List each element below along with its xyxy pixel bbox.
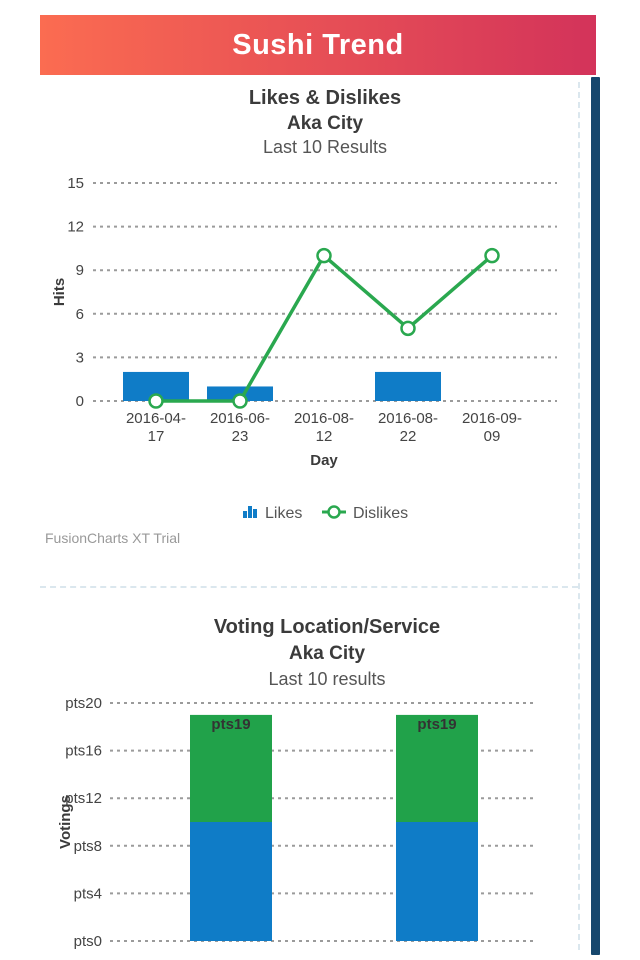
likes-legend-icon [243,511,247,518]
likes-dislikes-chart[interactable] [40,80,590,560]
y-tick-label: 9 [75,262,84,280]
legend-dislikes[interactable] [322,505,408,522]
chart-subtitle: Aka City [286,113,364,134]
stacked-bar-segment[interactable] [396,822,478,941]
x-tick-label: 09 [483,428,501,445]
dislikes-line[interactable] [156,256,492,401]
y-tick-label: pts4 [73,885,102,903]
y-tick-label: 15 [67,175,84,192]
x-tick-label: 2016-09- [461,410,523,427]
y-tick-label: 6 [75,305,84,323]
likes-legend-icon [248,506,252,518]
y-tick-label: 3 [75,349,84,367]
chart-title: Likes & Dislikes [248,87,402,109]
y-tick-label: pts12 [65,790,102,808]
likes-legend-icon [253,509,257,518]
dislikes-marker[interactable] [234,395,247,408]
likes-legend-label: Likes [265,505,303,522]
x-axis-title: Day [310,452,338,469]
voting-chart[interactable] [40,595,590,960]
dislikes-marker[interactable] [150,395,163,408]
dislikes-legend-icon [329,507,340,518]
x-tick-label: 22 [399,428,417,445]
scrollbar[interactable] [591,77,600,955]
dislikes-marker[interactable] [318,249,331,262]
page-title: Sushi Trend [232,28,404,61]
x-tick-label: 2016-08- [377,410,439,427]
legend-likes[interactable] [243,505,302,522]
y-tick-label: 0 [75,393,84,410]
dislikes-legend-label: Dislikes [353,505,409,522]
fusioncharts-watermark: FusionCharts XT Trial [45,530,181,546]
x-tick-label: 2016-06- [209,410,271,427]
stacked-bar-segment[interactable] [190,822,272,941]
dislikes-marker[interactable] [402,322,415,335]
card-right-dashed-border [578,82,580,950]
y-tick-label: pts20 [65,695,102,712]
x-tick-label: 2016-08- [293,410,355,427]
stack-total-label: pts19 [417,715,457,733]
card-divider [40,586,578,588]
y-tick-label: pts8 [73,837,102,855]
dislikes-marker[interactable] [486,249,499,262]
x-tick-label: 2016-04- [125,410,187,427]
header-bar [40,15,596,75]
y-tick-label: pts0 [73,933,102,950]
chart-subtitle: Aka City [288,643,366,664]
y-axis-title: Hits [51,277,68,307]
x-tick-label: 23 [231,428,249,445]
chart-caption: Last 10 Results [262,137,388,157]
chart-title: Voting Location/Service [213,616,441,638]
x-tick-label: 17 [147,428,165,445]
y-tick-label: pts16 [65,742,102,760]
chart-caption: Last 10 results [268,669,386,689]
likes-bar[interactable] [375,372,441,401]
y-tick-label: 12 [67,218,84,236]
stack-total-label: pts19 [211,715,251,733]
y-axis-title: Votings [57,795,74,849]
x-tick-label: 12 [315,428,333,445]
